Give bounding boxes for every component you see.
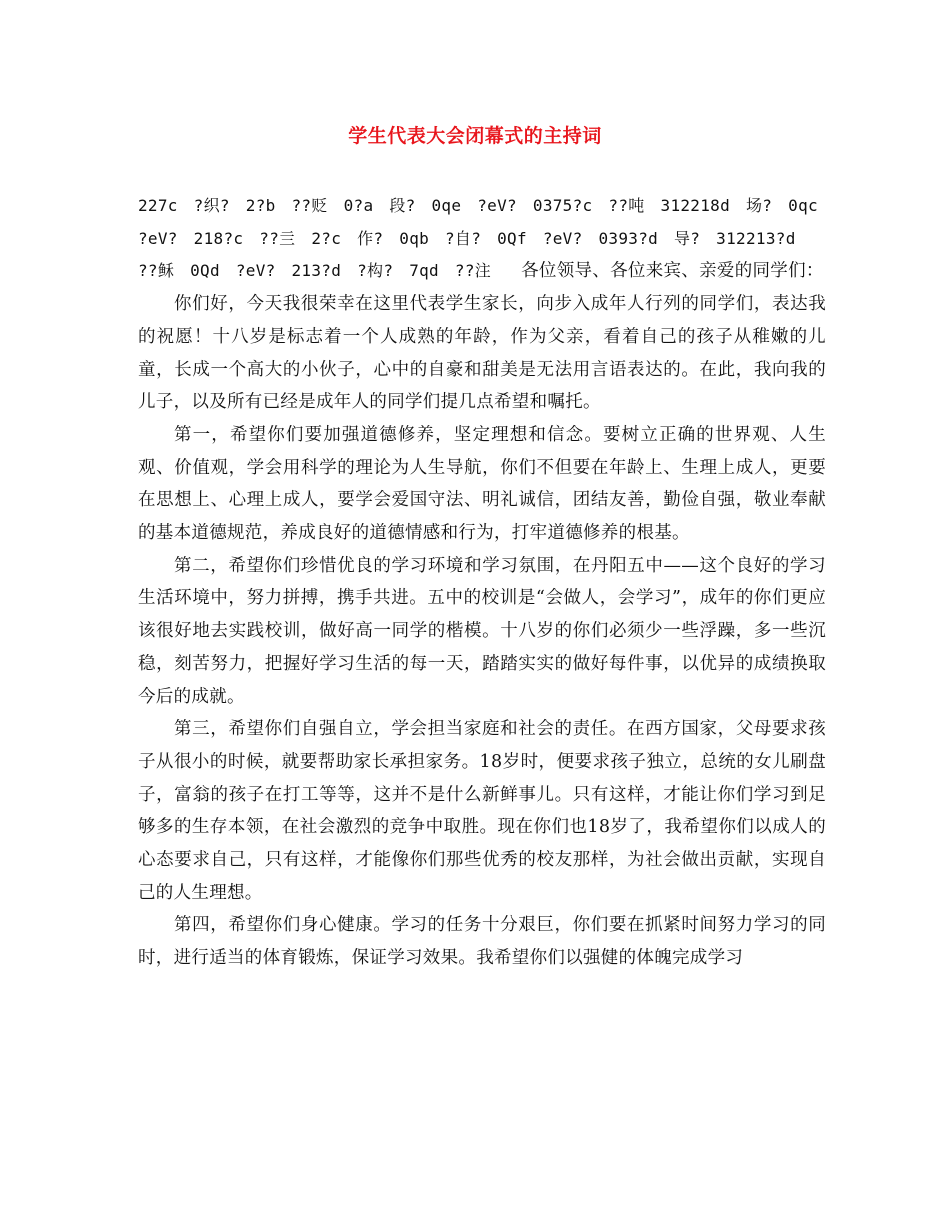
- paragraph-3: 第二，希望你们珍惜优良的学习环境和学习氛围，在丹阳五中——这个良好的学习生活环境中，努力拼搏，携手共进。五中的校训是“会做人，会学习”，成年的你们更应该很好地去实践校训，做好高一同学的楷模。十八岁的你们必须少一些浮躁，多一些沉稳，刻苦努力，把握好学习生活的每一天，踏踏实实的做好每件事，以优异的成绩换取今后的成就。: [138, 555, 826, 707]
- document-body: [138, 190, 826, 975]
- paragraph-4: 第三，希望你们自强自立，学会担当家庭和社会的责任。在西方国家，父母要求孩子从很小的时候，就要帮助家长承担家务。18岁时，便要求孩子独立，总统的女儿刷盘子，富翁的孩子在打工等等，这并不是什么新鲜事儿。只有这样，才能让你们学习到足够多的生存本领，在社会激烈的竞争中取胜。现在你们也18岁了，我希望你们以成人的心态要求自己，只有这样，才能像你们那些优秀的校友那样，为社会做出贡献，实现自己的人生理想。: [138, 719, 826, 903]
- greeting-text: 各位领导、各位来宾、亲爱的同学们：: [521, 261, 824, 282]
- paragraph-2: 第一，希望你们要加强道德修养，坚定理想和信念。要树立正确的世界观、人生观、价值观，学会用科学的理论为人生导航，你们不但要在年龄上、生理上成人，更要在思想上、心理上成人，要学会爱国守法、明礼诚信，团结友善，勤俭自强，敬业奉献的基本道德规范，养成良好的道德情感和行为，打牢道德修养的根基。: [138, 424, 826, 544]
- garbled-header-text: 227c ?织? 2?b ??贬 0?a 段? 0qe ?eV? 0375?c ??吨 312218d 场? 0qc ?eV? 218?c ??亖 2?c 作? 0qb ?自? 0Qf ?eV? 0393?d 导? 312213?d ??稣 0Qd ?eV? 213?d ?构? 7qd ??注: [138, 196, 818, 281]
- document-title: 学生代表大会闭幕式的主持词: [348, 125, 602, 147]
- paragraph-5: 第四，希望你们身心健康。学习的任务十分艰巨，你们要在抓紧时间努力学习的同时，进行适当的体育锻炼，保证学习效果。我希望你们以强健的体魄完成学习: [138, 915, 826, 969]
- garbled-header-line: [138, 190, 826, 288]
- paragraph-1: 你们好，今天我很荣幸在这里代表学生家长，向步入成年人行列的同学们，表达我的祝愿！十八岁是标志着一个人成熟的年龄，作为父亲，看着自己的孩子从稚嫩的儿童，长成一个高大的小伙子，心中的自豪和甜美是无法用言语表达的。在此，我向我的儿子，以及所有已经是成年人的同学们提几点希望和嘱托。: [138, 294, 826, 413]
